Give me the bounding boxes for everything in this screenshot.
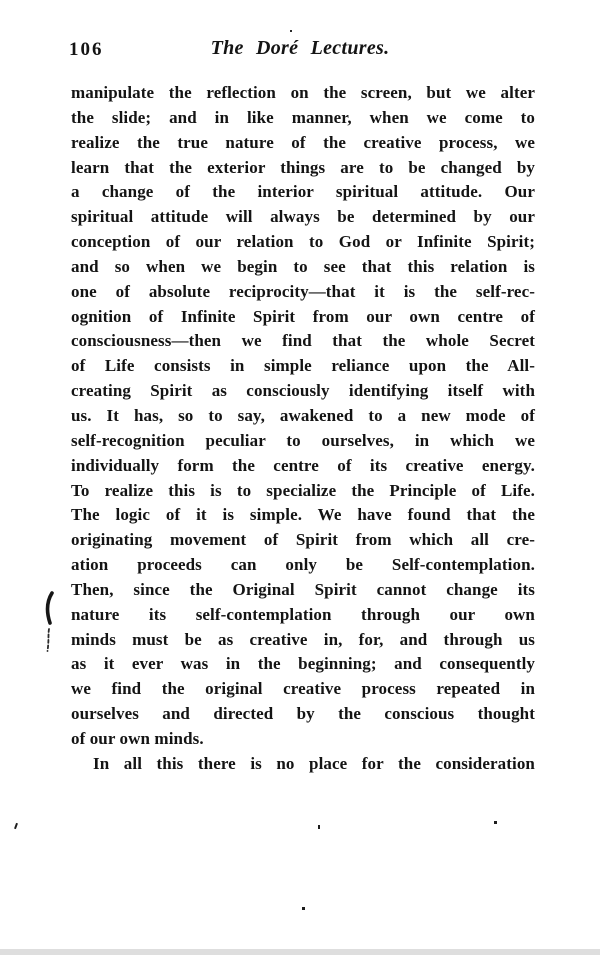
text-line: nature its self-contemplation through our own: [71, 604, 535, 624]
text-line: a change of the interior spiritual attitude. Our: [71, 182, 535, 202]
text-line: we find the original creative process repeated in: [71, 679, 535, 699]
running-title: The Doré Lectures.: [210, 37, 390, 59]
text-line: self-recognition peculiar to ourselves, in which we: [71, 430, 535, 450]
text-line: as it ever was in the beginning; and consequently: [71, 654, 535, 674]
margin-ink-mark-icon: [42, 591, 58, 655]
text-line: of Life consists in simple reliance upon the All-: [71, 356, 535, 376]
text-line: learn that the exterior things are to be changed by: [71, 157, 535, 177]
text-line: creating Spirit as consciously identifying itself with: [71, 381, 535, 401]
text-line: one of absolute reciprocity—that it is the self-rec-: [71, 281, 535, 301]
text-line: us. It has, so to say, awakened to a new mode of: [71, 405, 535, 425]
text-line: of our own minds.: [71, 728, 204, 748]
ink-speck: [494, 821, 497, 824]
text-line: consciousness—then we find that the whole Secret: [71, 331, 535, 351]
text-line: The logic of it is simple. We have found that the: [71, 505, 535, 525]
text-line: realize the true nature of the creative process, we: [71, 132, 535, 152]
text-line: originating movement of Spirit from which all cre-: [71, 530, 535, 550]
body-text: [71, 81, 535, 777]
text-line: To realize this is to specialize the Principle of Life.: [71, 480, 535, 500]
text-line: ation proceeds can only be Self-contemplation.: [71, 555, 535, 575]
text-line: conception of our relation to God or Infinite Spirit;: [71, 232, 535, 252]
ink-speck: [302, 907, 305, 910]
page-edge-shadow: [0, 949, 600, 955]
page-number: 106: [69, 39, 104, 60]
text-line: individually form the centre of its creative energy.: [71, 455, 535, 475]
text-line: ognition of Infinite Spirit from our own centre of: [71, 306, 535, 326]
text-line: spiritual attitude will always be determined by our: [71, 207, 535, 227]
ink-speck: [318, 825, 320, 829]
ink-speck: [290, 30, 292, 32]
text-line: minds must be as creative in, for, and through us: [71, 629, 535, 649]
text-line: and so when we begin to see that this relation is: [71, 256, 535, 276]
text-line: In all this there is no place for the consideration: [93, 753, 535, 773]
text-line: Then, since the Original Spirit cannot change its: [71, 579, 535, 599]
text-line: manipulate the reflection on the screen, but we alter: [71, 83, 535, 102]
text-line: the slide; and in like manner, when we come to: [71, 107, 535, 127]
text-line: ourselves and directed by the conscious thought: [71, 704, 535, 724]
ink-speck: [14, 823, 18, 829]
